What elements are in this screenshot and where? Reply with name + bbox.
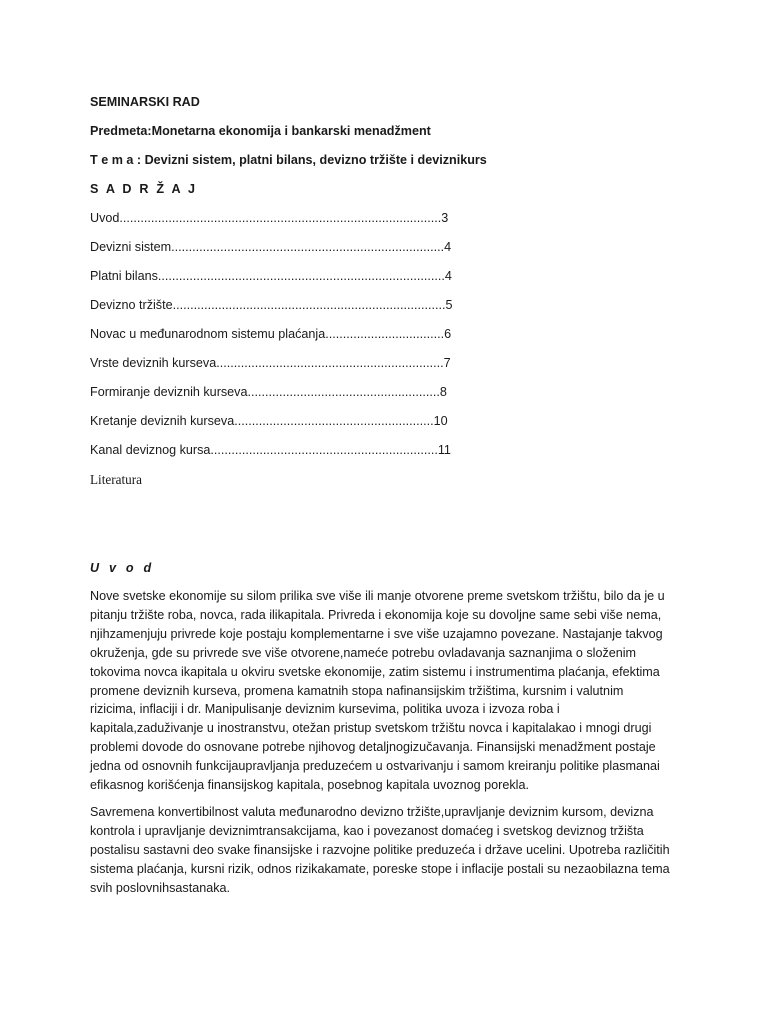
intro-paragraph-1 [90, 587, 685, 795]
paragraph-line: svih poslovnihsastanaka. [90, 880, 231, 895]
toc-entry: Vrste deviznih kurseva.................................................................7 [90, 356, 451, 370]
paragraph-line: Nove svetske ekonomije su silom prilika sve više ili manje otvorene preme svetskom tržištu, bilo da je u [90, 589, 665, 603]
paragraph-line: rizicima, inflaciji i dr. Manipulisanje deviznim kursevima, politika uvoza i izvoza roba i [90, 702, 560, 717]
paragraph-line: kapitala,zaduživanje u inostranstvu, otežan pristup svetskom tržištu novca i kapitalakao i mnogi drugi [90, 721, 652, 736]
document-title: SEMINARSKI RAD [90, 95, 200, 109]
paragraph-line: jedna od osnovnih funkcijaupravljanja preduzećem u ostvarivanju i samom kreiranju politike plasmanai [90, 759, 660, 774]
toc-entry: Uvod............................................................................................3 [90, 211, 449, 225]
toc-entry: Novac u međunarodnom sistemu plaćanja..................................6 [90, 327, 452, 341]
paragraph-line: njihzamenjuju privrede koje postaju komplementarne i sve više uzajamno povezane. Nastajanje takvog [90, 626, 663, 641]
paragraph-line: kontrola i upravljanje deviznimtransakcijama, kao i povezanost domaćeg i svetskog deviznog tržišta [90, 823, 644, 838]
intro-heading: U v o d [90, 561, 155, 575]
topic-line: T e m a : Devizni sistem, platni bilans, devizno tržište i deviznikurs [90, 153, 487, 167]
subject-line: Predmeta:Monetarna ekonomija i bankarski menadžment [90, 124, 431, 138]
contents-heading: S A D R Ž A J [90, 182, 198, 196]
literature-label: Literatura [90, 472, 142, 487]
paragraph-line: postalisu sastavni deo svake finansijske i razvojne politike preduzeća i države ucelini. Upotreba različitih [90, 842, 670, 857]
paragraph-line: problemi dovode do osnovane potrebe njihovog detaljnogizučavanja. Finansijski menadžment postaje [90, 740, 656, 755]
paragraph-line: tokovima novca ikapitala u okviru svetske ekonomije, zatim sistemu i instrumentima plaćanja, efektima [90, 664, 660, 679]
paragraph-line: efikasnog korišćenja finansijskog kapitala, posebnog kapitala uvoznog porekla. [90, 778, 529, 793]
toc-entry: Platni bilans..................................................................................4 [90, 269, 452, 283]
paragraph-line: sistema plaćanja, kursni rizik, odnos rizikakamate, poreske stope i inflacije postali su nezaobilazna tema [90, 861, 670, 876]
toc-entry: Devizno tržište..............................................................................5 [90, 298, 453, 312]
toc-entry: Formiranje deviznih kurseva.......................................................8 [90, 385, 447, 399]
paragraph-line: Savremena konvertibilnost valuta međunarodno devizno tržište,upravljanje deviznim kursom, devizna [90, 805, 654, 819]
paragraph-line: pitanju tržište roba, novca, rada ilikapitala. Privreda i ekonomija koje su dovoljne same sebi više nema, [90, 607, 662, 622]
intro-paragraph-2 [90, 803, 685, 898]
toc-entry: Kretanje deviznih kurseva.........................................................10 [90, 414, 448, 428]
paragraph-line: promene deviznih kurseva, promena kamatnih stopa nafinansijskim tržištima, kursnim i valutnim [90, 683, 624, 698]
toc-entry: Kanal deviznog kursa.................................................................11 [90, 443, 451, 457]
paragraph-line: okruženja, gde su privrede sve više otvorene,nameće potrebu ovladavanja saznanjima o složenim [90, 645, 637, 660]
toc-entry: Devizni sistem..............................................................................4 [90, 240, 452, 254]
